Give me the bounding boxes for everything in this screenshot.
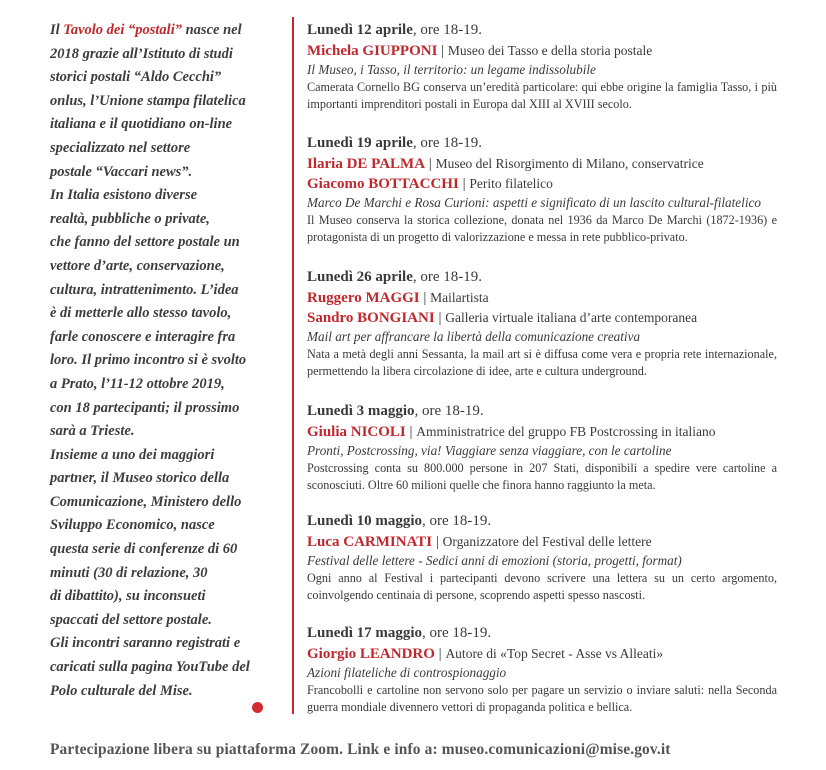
event-date xyxy=(307,623,777,644)
event-time: , ore 18-19. xyxy=(412,269,483,285)
divider-line xyxy=(292,17,294,714)
speaker-role: Museo del Risorgimento di Milano, conservatrice xyxy=(435,156,704,171)
event-item xyxy=(307,511,777,603)
speaker-line: Giacomo BOTTACCHI | Perito filatelico xyxy=(307,176,553,192)
red-dot xyxy=(252,702,263,713)
speaker-name: Ruggero MAGGI xyxy=(307,290,420,306)
speaker-role: Galleria virtuale italiana d’arte contemporanea xyxy=(445,310,698,325)
event-date xyxy=(307,20,777,41)
event-time: , ore 18-19. xyxy=(412,22,483,38)
speaker-role: Amministratrice del gruppo FB Postcrossing in italiano xyxy=(416,424,716,439)
speaker-line: Giulia NICOLI | Amministratrice del gruppo FB Postcrossing in italiano xyxy=(307,424,716,440)
event-item xyxy=(307,401,777,493)
event-title: Azioni filateliche di controspionaggio xyxy=(307,665,507,680)
speaker-role: Perito filatelico xyxy=(469,176,553,191)
event-day: Lunedì 10 maggio xyxy=(307,513,423,529)
speaker-line: Luca CARMINATI | Organizzatore del Festival delle lettere xyxy=(307,534,652,550)
intro-highlight: Tavolo dei “postali” xyxy=(63,22,182,38)
speaker-name: Giulia NICOLI xyxy=(307,424,406,440)
event-date xyxy=(307,267,777,288)
event-title: Festival delle lettere - Sedici anni di emozioni (storia, progetti, format) xyxy=(307,553,682,568)
speaker-role: Organizzatore del Festival delle lettere xyxy=(442,534,652,549)
speaker-name: Sandro BONGIANI xyxy=(307,310,435,326)
speaker-line: Ruggero MAGGI | Mailartista xyxy=(307,290,489,306)
speaker-role: Autore di «Top Secret - Asse vs Alleati» xyxy=(445,646,664,661)
speaker-name: Luca CARMINATI xyxy=(307,534,433,550)
event-time: , ore 18-19. xyxy=(422,625,492,641)
event-date xyxy=(307,133,777,154)
event-title: Marco De Marchi e Rosa Curioni: aspetti e significato di un lascito cultural-filatelico xyxy=(307,195,761,210)
speaker-name: Ilaria DE PALMA xyxy=(307,156,426,172)
event-title: Mail art per affrancare la libertà della comunicazione creativa xyxy=(307,329,641,344)
event-item xyxy=(307,623,777,715)
event-item xyxy=(307,133,777,245)
event-item xyxy=(307,20,777,112)
event-day: Lunedì 12 aprile xyxy=(307,22,413,38)
intro-prefix: Il xyxy=(50,22,64,38)
event-day: Lunedì 19 aprile xyxy=(307,135,413,151)
event-day: Lunedì 17 maggio xyxy=(307,625,423,641)
event-time: , ore 18-19. xyxy=(412,135,483,151)
speaker-name: Giorgio LEANDRO xyxy=(307,646,435,662)
event-date xyxy=(307,401,777,422)
event-description: Il Museo conserva la storica collezione, donata nel 1936 da Marco De Marchi (1872-1936) e protagonista di un progetto di valorizzazione e messa in rete pubblico-privato. xyxy=(307,213,777,244)
event-description: Camerata Cornello BG conserva un’eredità particolare: qui ebbe origine la famiglia Tasso, i più importanti imprenditori postali in Europa dal XIII al XVIII secolo. xyxy=(307,80,777,111)
event-date xyxy=(307,511,777,532)
event-item xyxy=(307,267,777,379)
event-description: Ogni anno al Festival i partecipanti devono scrivere una lettera su un certo argomento, coinvolgendo centinaia di persone, scoprendo aspetti spesso nascosti. xyxy=(307,571,777,602)
intro-text xyxy=(50,19,286,703)
speaker-line: Michela GIUPPONI | Museo dei Tasso e della storia postale xyxy=(307,43,653,59)
speaker-name: Michela GIUPPONI xyxy=(307,43,438,59)
event-day: Lunedì 26 aprile xyxy=(307,269,413,285)
event-description: Postcrossing conta su 800.000 persone in 207 Stati, disponibili a spedire vere cartoline a sconosciuti. Oltre 60 milioni quelle che finora hanno raggiunto la meta. xyxy=(307,461,777,492)
speaker-name: Giacomo BOTTACCHI xyxy=(307,176,459,192)
event-time: , ore 18-19. xyxy=(414,403,484,419)
speaker-line: Giorgio LEANDRO | Autore di «Top Secret - Asse vs Alleati» xyxy=(307,646,664,662)
speaker-line: Ilaria DE PALMA | Museo del Risorgimento di Milano, conservatrice xyxy=(307,156,704,172)
event-description: Nata a metà degli anni Sessanta, la mail art si è diffusa come vera e propria rete internazionale, permettendo la libera circolazione di idee, arte e cultura underground. xyxy=(307,347,777,378)
event-day: Lunedì 3 maggio xyxy=(307,403,415,419)
event-title: Pronti, Postcrossing, via! Viaggiare senza viaggiare, con le cartoline xyxy=(307,443,672,458)
footer-info: Partecipazione libera su piattaforma Zoom. Link e info a: museo.comunicazioni@mise.gov.it xyxy=(50,741,671,758)
speaker-role: Mailartista xyxy=(430,290,489,305)
event-title: Il Museo, i Tasso, il territorio: un legame indissolubile xyxy=(307,62,596,77)
speaker-line: Sandro BONGIANI | Galleria virtuale italiana d’arte contemporanea xyxy=(307,310,698,326)
intro-body: nasce nel 2018 grazie all’Istituto di studi storici postali “Aldo Cecchi” onlus, l’Unione stampa filatelica italiana e il quotidiano on-line specializzato nel settore postale “Vaccari news”. In Italia esistono diverse realtà, pubbliche o private, che fanno del settore postale un vettore d’arte, conservazione, cultura, intrattenimento. L’idea è di metterle allo stesso tavolo, farle conoscere e interagire fra loro. Il primo incontro si è svolto a Prato, l’11-12 ottobre 2019, con 18 partecipanti; il prossimo sarà a Trieste. Insieme a uno dei maggiori partner, il Museo storico della Comunicazione, Ministero dello Sviluppo Economico, nasce questa serie di conferenze di 60 minuti (30 di relazione, 30 di dibattito), su inconsueti spaccati del settore postale. Gli incontri saranno registrati e caricati sulla pagina YouTube del Polo culturale del Mise. xyxy=(50,22,250,699)
event-description: Francobolli e cartoline non servono solo per pagare un servizio o inviare saluti: nella Seconda guerra mondiale divennero vettori di propaganda politica e bellica. xyxy=(307,683,777,714)
event-time: , ore 18-19. xyxy=(422,513,492,529)
speaker-role: Museo dei Tasso e della storia postale xyxy=(447,43,653,58)
